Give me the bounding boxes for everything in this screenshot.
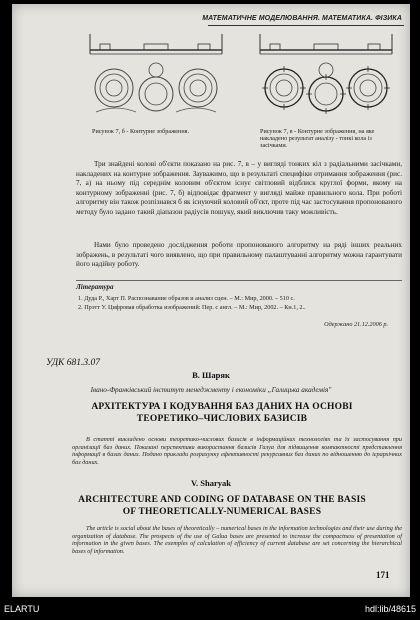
author-name-ua: В. Шаряк xyxy=(192,370,230,380)
document-page xyxy=(12,4,410,597)
figure-7b-contour-image xyxy=(86,32,226,124)
figure-7b-caption: Рисунок 7, б - Контурне зображення. xyxy=(92,128,190,135)
abstract-en: The article is social about the bases of theoretically – numerical bases in the information technologies and their use during the organization of database. The prospects of the use of Galua bases are presented to increase the compactness of presentation of information in the given bases. The exemples of calculation of efficiency of current database are set concerning the hierarchical bases of information. xyxy=(72,525,402,556)
contour-drawing-left xyxy=(86,32,226,124)
body-paragraph-1: Три знайдені колові об'єкти показано на рис. 7, в – у вигляді тонких кіл з радіальними засічками, накладених на контурне зображення. Зауважимо, що в результаті специфіки отримання зображення (рис. 7, а) на ньому під середнім коловим об'єктом існує світловий відблиск круглої форми, якому на контурному зображенні (рис. 7, б) відповідає фрагмент у вигляді майже правильного кола. При роботі алгоритму він також розпізнався б як існуючий коловий об'єкт, проте під час застосування пропонованого методу було задано такий діапазон радіусів пошуку, який виключив таку можливість. xyxy=(76,160,402,216)
footer-repository-name: ELARTU xyxy=(4,604,40,614)
author-institute: Івано-Франківський інститут менеджменту і економіки „Галицька академія" xyxy=(90,386,332,394)
udc-code: УДК 681.3.07 xyxy=(46,358,100,368)
figure-7c-overlay-image xyxy=(256,32,396,124)
body-paragraph-2: Нами було проведено дослідження роботи пропонованого алгоритму на ряді інших реальних зображень, в результаті чого виявлено, що при правильному палаштуванні алгоритму можна гарантувати його надійну роботу. xyxy=(76,241,402,269)
author-name-en: V. Sharyak xyxy=(191,478,231,488)
references-divider xyxy=(76,280,402,281)
abstract-ua: В статті викладено основи теоретико-числових базисів в інформаційних технологіях та їх застосування при організації баз даних. Показані перспективи використання базисів Галуа для підвищення компактності представлення інформації в базах даних. Подано приклади розрахунку ефективності рекурсивних баз даних по відношенню до ієрархічних баз даних. xyxy=(72,436,402,467)
running-header: МАТЕМАТИЧНЕ МОДЕЛЮВАННЯ. МАТЕМАТИКА. ФІЗИКА xyxy=(202,15,402,22)
page-number: 171 xyxy=(376,570,390,580)
contour-drawing-right xyxy=(256,32,396,124)
references-title: Література xyxy=(76,283,114,291)
article-title-ua: АРХІТЕКТУРА І КОДУВАННЯ БАЗ ДАНИХ НА ОСНОВІ ТЕОРЕТИКО–ЧИСЛОВИХ БАЗИСІВ xyxy=(91,402,353,424)
reference-item-1: 1. Дуда Р., Харт П. Распознавание образов и анализ сцен. – М.: Мир, 2000. – 510 с. xyxy=(78,295,295,302)
reference-item-2: 2. Прэтт У. Цифровая обработка изображений: Пер. с англ. – М.: Мир, 2002. – Кн.1, 2.. xyxy=(78,304,306,311)
article-title-en: ARCHITECTURE AND CODING OF DATABASE ON THE BASIS OF THEORETICALLY-NUMERICAL BASES xyxy=(78,495,366,517)
received-date: Одержано 21.12.2006 р. xyxy=(324,321,388,328)
figure-7c-caption: Рисунок 7, в - Контурне зображення, на яке накладено результат аналізу - тонкі кола із засічками. xyxy=(260,128,375,150)
footer-handle: hdl:lib/48615 xyxy=(364,604,416,614)
